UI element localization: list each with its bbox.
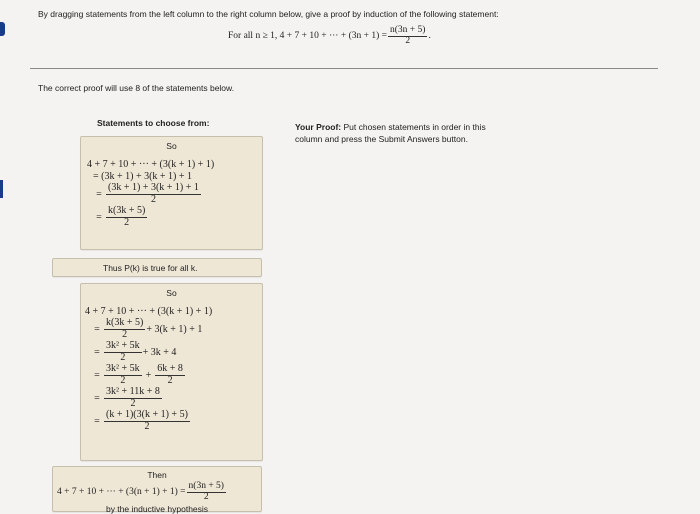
statement-3-den-5: 2 bbox=[130, 397, 136, 409]
statement-1-line-2 bbox=[93, 171, 262, 182]
proof-heading-instructions: Put chosen statements in order in this column and press the Submit Answers button. bbox=[295, 122, 486, 144]
statement-3-equals-5: = bbox=[94, 392, 100, 404]
statement-3-title: So bbox=[166, 288, 177, 298]
proof-dropzone[interactable] bbox=[278, 112, 698, 512]
theorem-left: For all n ≥ 1, 4 + 7 + 10 + ··· + (3n + 1) = bbox=[228, 31, 387, 42]
draggable-statement-4[interactable] bbox=[52, 466, 262, 512]
statement-1-body bbox=[87, 159, 262, 228]
statement-4-fraction bbox=[187, 482, 226, 503]
statement-3-num-5: 3k² + 11k + 8 bbox=[106, 386, 160, 397]
statement-1-den-3: 2 bbox=[150, 193, 156, 205]
statement-4-title: Then bbox=[147, 470, 167, 480]
theorem-fraction bbox=[388, 26, 427, 47]
statement-3-num-4a: 3k² + 5k bbox=[106, 363, 140, 374]
statement-3-line-3 bbox=[91, 341, 262, 363]
statement-count-note: The correct proof will use 8 of the statements below. bbox=[38, 83, 235, 93]
draggable-statement-3[interactable] bbox=[80, 283, 263, 461]
theorem-denominator: 2 bbox=[405, 35, 411, 46]
statement-3-line-6 bbox=[91, 410, 262, 432]
window-edge-marker bbox=[0, 180, 3, 198]
draggable-statement-2[interactable] bbox=[52, 258, 262, 277]
statement-1-title: So bbox=[166, 141, 177, 151]
window-edge-tab bbox=[0, 22, 5, 36]
statement-4-num: n(3n + 5) bbox=[188, 481, 224, 491]
statement-3-plus-4: + bbox=[145, 369, 152, 381]
statement-1-line-4 bbox=[93, 206, 262, 228]
proof-heading bbox=[295, 122, 515, 146]
statement-1-den-4: 2 bbox=[124, 216, 130, 228]
statement-1-line-1 bbox=[87, 159, 262, 170]
statement-3-rest-2: + 3(k + 1) + 1 bbox=[146, 323, 203, 335]
statement-3-num-4b: 6k + 8 bbox=[157, 363, 183, 374]
statement-1-equals-3: = bbox=[96, 188, 102, 200]
statement-1-equals-4: = bbox=[96, 211, 102, 223]
statement-3-fraction-6 bbox=[104, 410, 190, 432]
statement-3-fraction-3 bbox=[104, 341, 142, 363]
header-divider bbox=[30, 68, 658, 69]
statement-2-text: Thus P(k) is true for all k. bbox=[103, 263, 198, 273]
theorem-period: . bbox=[428, 31, 431, 42]
statement-1-line-3 bbox=[93, 183, 262, 205]
statement-4-den: 2 bbox=[203, 491, 209, 502]
statement-3-line-5 bbox=[91, 387, 262, 409]
statement-3-num-6: (k + 1)(3(k + 1) + 5) bbox=[106, 409, 188, 420]
proof-heading-label: Your Proof: bbox=[295, 122, 342, 132]
statement-3-den-4b: 2 bbox=[167, 374, 173, 386]
statement-3-den-6: 2 bbox=[144, 420, 150, 432]
statement-3-equals-3: = bbox=[94, 346, 100, 358]
statement-1-expr-2: = (3k + 1) + 3(k + 1) + 1 bbox=[93, 171, 193, 182]
statement-3-line-1 bbox=[85, 306, 262, 317]
statement-3-equals-2: = bbox=[94, 323, 100, 335]
statement-1-fraction-3 bbox=[106, 183, 201, 205]
statement-1-fraction-4 bbox=[106, 206, 147, 228]
statement-3-num-3: 3k² + 5k bbox=[106, 340, 140, 351]
statement-3-body bbox=[85, 306, 262, 432]
statement-4-tail: by the inductive hypothesis bbox=[105, 503, 209, 514]
choices-heading: Statements to choose from: bbox=[97, 118, 210, 128]
statement-4-left: 4 + 7 + 10 + ··· + (3(n + 1) + 1) = bbox=[57, 487, 186, 498]
statement-3-line-4 bbox=[91, 364, 262, 386]
statement-3-fraction-5 bbox=[104, 387, 162, 409]
theorem-statement bbox=[228, 26, 431, 47]
statement-4-equation bbox=[57, 482, 261, 503]
header bbox=[0, 0, 700, 75]
theorem-numerator: n(3n + 5) bbox=[390, 25, 426, 35]
statement-3-equals-4: = bbox=[94, 369, 100, 381]
statement-3-num-2: k(3k + 5) bbox=[106, 317, 144, 328]
statement-3-equals-6: = bbox=[94, 415, 100, 427]
statement-3-line-2 bbox=[91, 318, 262, 340]
instruction-text: By dragging statements from the left column to the right column below, give a proof by induction of the following statement: bbox=[38, 9, 499, 19]
statement-1-num-4: k(3k + 5) bbox=[108, 205, 146, 216]
statement-3-rest-3: + 3k + 4 bbox=[142, 346, 177, 358]
draggable-statement-1[interactable] bbox=[80, 136, 263, 250]
statement-3-fraction-4b bbox=[155, 364, 185, 386]
statement-3-fraction-2 bbox=[104, 318, 145, 340]
statement-1-expr-1: 4 + 7 + 10 + ··· + (3(k + 1) + 1) bbox=[87, 159, 215, 170]
statement-1-num-3: (3k + 1) + 3(k + 1) + 1 bbox=[108, 182, 199, 193]
statement-3-den-4a: 2 bbox=[120, 374, 126, 386]
statement-3-den-2: 2 bbox=[122, 328, 128, 340]
statement-3-den-3: 2 bbox=[120, 351, 126, 363]
statement-3-fraction-4a bbox=[104, 364, 142, 386]
statement-3-expr-1: 4 + 7 + 10 + ··· + (3(k + 1) + 1) bbox=[85, 306, 213, 317]
